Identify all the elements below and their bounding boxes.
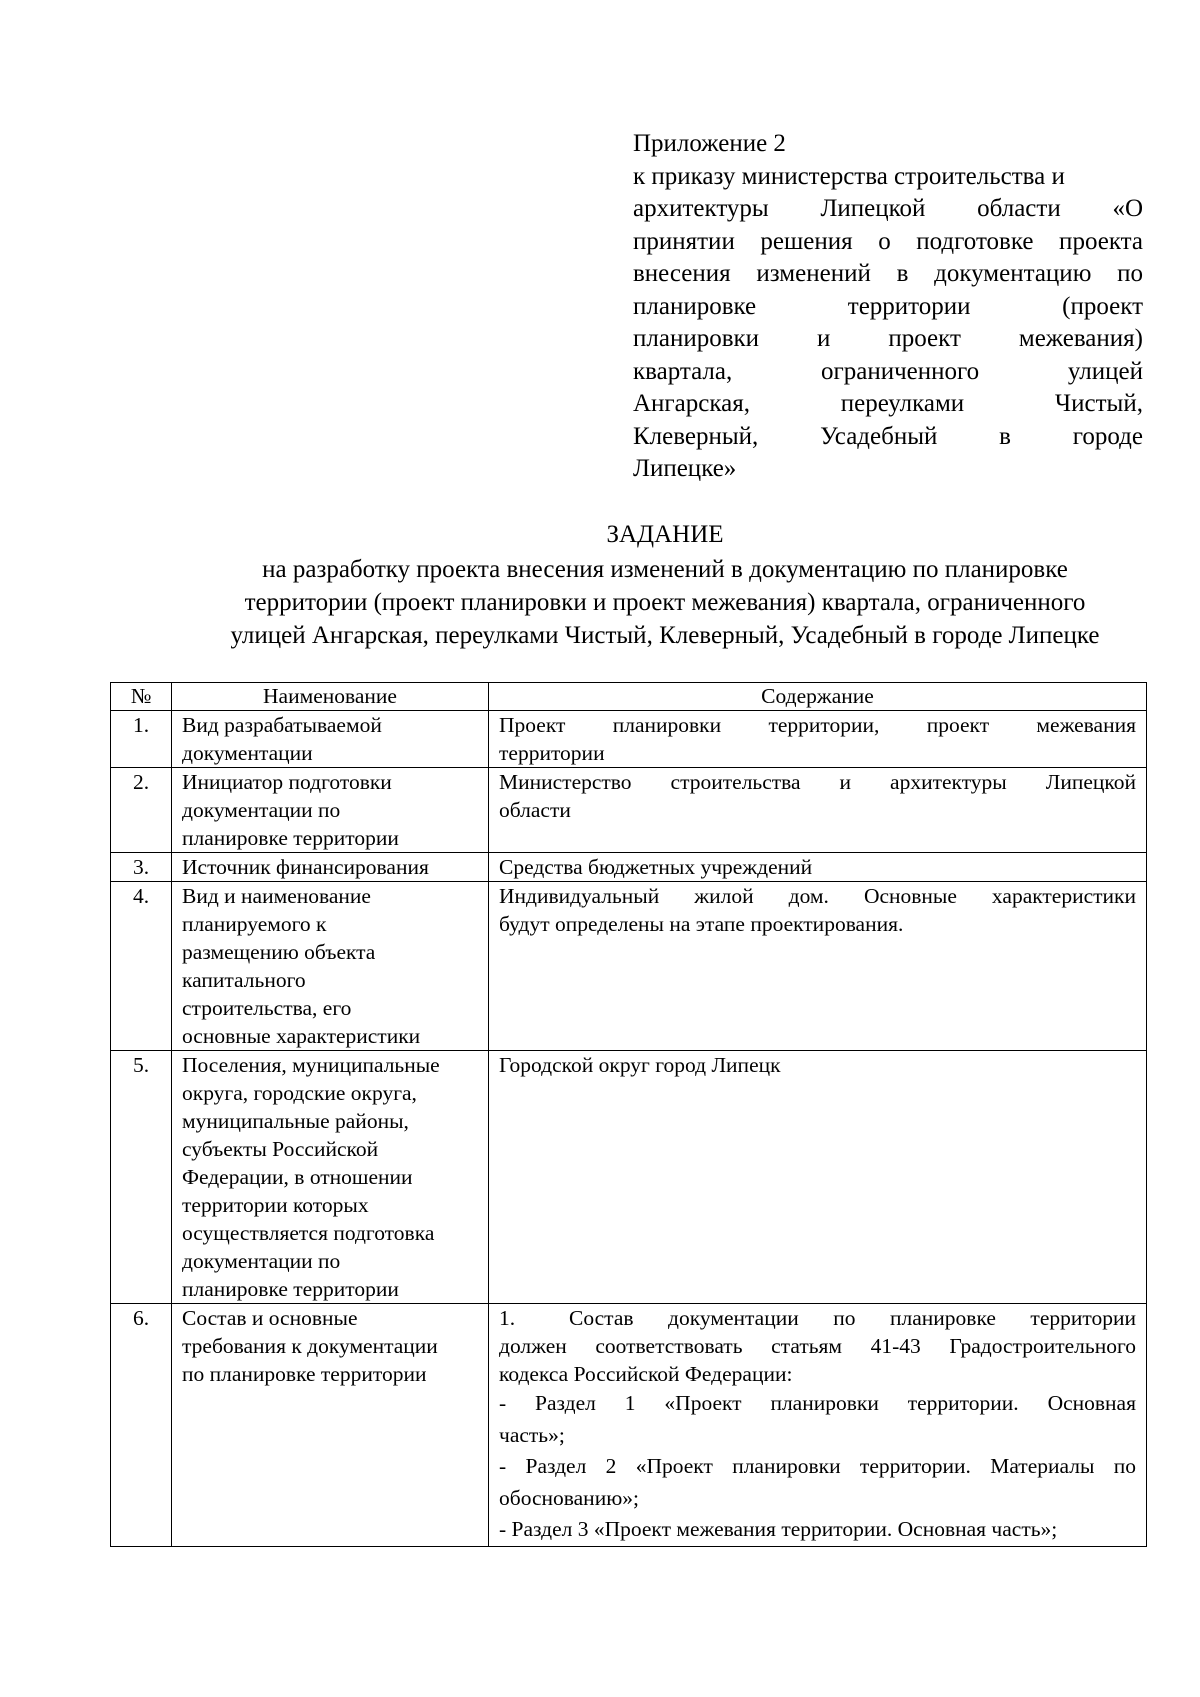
name-line: территории которых [182,1193,369,1217]
row-number: 1. [111,711,172,768]
name-line: осуществляется подготовка [182,1221,435,1245]
document-subtitle [100,553,1200,652]
header-content: Содержание [489,683,1147,711]
content-line: области [499,798,571,822]
name-line: Вид и наименование [182,884,371,908]
table-row [111,1304,1147,1547]
name-line: капитального [182,968,306,992]
task-table [110,682,1147,1547]
subtitle-line: на разработку проекта внесения изменений в документацию по планировке [262,556,1068,583]
appendix-line: принятии решения о подготовке проекта [633,227,1143,255]
section-line: обоснованию»; [499,1485,639,1510]
row-content [489,882,1147,1051]
name-line: документации по [182,1249,341,1273]
row-content [489,1051,1147,1304]
appendix-line: планировке территории (проект [633,292,1143,320]
section-line: - Раздел 2 «Проект планировки территории. Материалы по [499,1454,1136,1478]
name-line: размещению объекта [182,940,376,964]
row-content [489,711,1147,768]
row-name [172,1304,489,1547]
table-header-row [111,683,1147,711]
appendix-line: Липецке» [633,455,737,482]
appendix-line: Приложение 2 [633,130,786,157]
row-name [172,882,489,1051]
section-line: - Раздел 3 «Проект межевания территории. Основная часть»; [499,1517,1058,1541]
name-line: документации [182,741,313,765]
list-first-line: Состав документации по планировке территории [569,1306,1136,1330]
name-line: округа, городские округа, [182,1081,417,1105]
appendix-line: архитектуры Липецкой области «О [633,195,1143,222]
appendix-line: к приказу министерства строительства и [633,162,1065,190]
name-line: требования к документации [182,1334,438,1358]
row-name [172,1051,489,1304]
name-line: документации по [182,798,341,822]
section-line: - Раздел 1 «Проект планировки территории. Основная [499,1391,1136,1415]
name-line: Источник финансирования [182,855,429,879]
appendix-line: Клеверный, Усадебный в городе [633,422,1143,450]
name-line: планировке территории [182,1277,399,1301]
name-line: субъекты Российской [182,1137,379,1161]
row-number: 2. [111,768,172,853]
name-line: Федерации, в отношении [182,1165,413,1189]
section-line: часть»; [499,1422,565,1447]
row-number: 4. [111,882,172,1051]
content-line: Министерство строительства и архитектуры Липецкой [499,770,1136,794]
table-row [111,768,1147,853]
subtitle-line: территории (проект планировки и проект межевания) квартала, ограниченного [244,589,1086,616]
row-content [489,853,1147,882]
header-name: Наименование [172,683,489,711]
name-line: планируемого к [182,912,327,936]
row-name [172,711,489,768]
row-name [172,768,489,853]
content-line: должен соответствовать статьям 41-43 Градостроительного [499,1334,1136,1358]
row-content [489,768,1147,853]
table-row [111,1051,1147,1304]
name-line: планировке территории [182,826,399,850]
content-line: Проект планировки территории, проект межевания [499,713,1136,737]
content-line: Индивидуальный жилой дом. Основные характеристики [499,884,1136,908]
content-line: территории [499,741,605,765]
row-number: 3. [111,853,172,882]
appendix-block [633,128,1143,486]
row-number: 5. [111,1051,172,1304]
content-line: Средства бюджетных учреждений [499,855,813,879]
table-row [111,882,1147,1051]
content-line: Городской округ город Липецк [499,1053,781,1077]
table-row [111,711,1147,768]
appendix-line: внесения изменений в документацию по [633,260,1143,287]
header-number: № [111,683,172,711]
appendix-line: планировки и проект межевания) [633,325,1143,352]
name-line: муниципальные районы, [182,1109,409,1133]
table-row [111,853,1147,882]
content-line: кодекса Российской Федерации: [499,1362,793,1386]
appendix-line: Ангарская, переулками Чистый, [633,390,1143,417]
row-number: 6. [111,1304,172,1547]
document-title: ЗАДАНИЕ [606,521,724,548]
name-line: по планировке территории [182,1362,427,1386]
subtitle-line: улицей Ангарская, переулками Чистый, Клеверный, Усадебный в городе Липецке [230,622,1100,649]
appendix-line: квартала, ограниченного улицей [633,357,1143,385]
name-line: основные характеристики [182,1024,421,1048]
content-line [499,1304,1136,1332]
name-line: Вид разрабатываемой [182,713,382,737]
list-number: 1. [499,1306,516,1330]
name-line: Состав и основные [182,1306,358,1330]
content-line: будут определены на этапе проектирования. [499,912,904,936]
name-line: Поселения, муниципальные [182,1053,440,1077]
row-name [172,853,489,882]
name-line: строительства, его [182,996,352,1020]
row-content [489,1304,1147,1547]
name-line: Инициатор подготовки [182,770,392,794]
